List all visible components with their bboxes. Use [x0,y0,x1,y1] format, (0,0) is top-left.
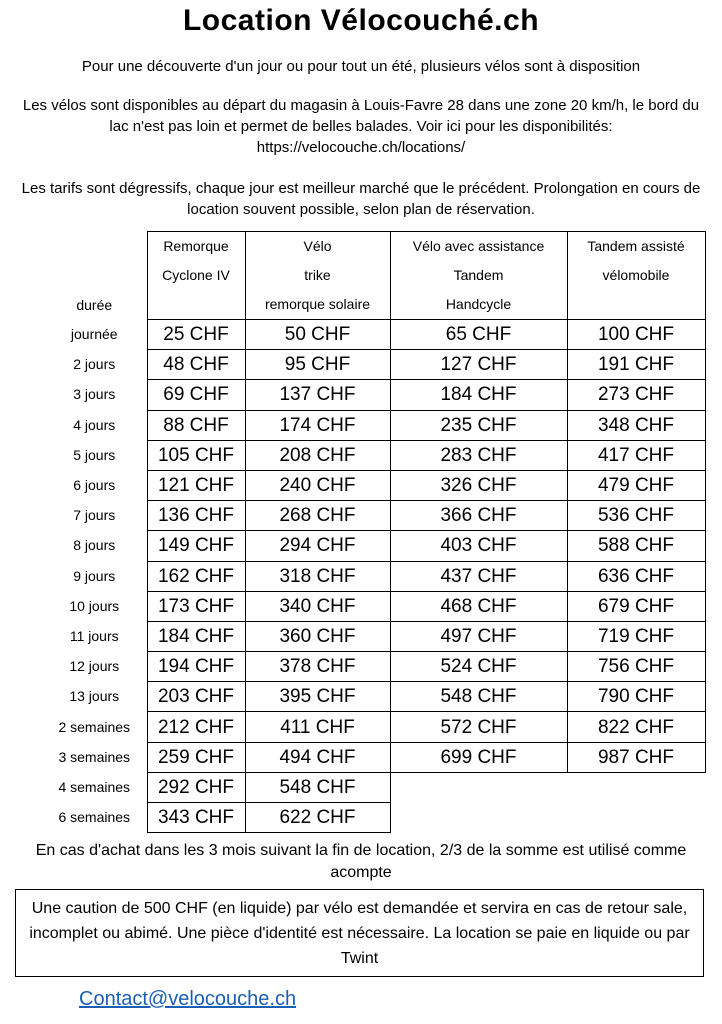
table-row [42,742,705,772]
price-cell: 572 CHF [390,712,567,742]
column-header-line: vélomobile [602,267,670,283]
table-row [42,501,705,531]
price-cell: 756 CHF [567,652,705,682]
price-cell: 240 CHF [245,470,390,500]
price-cell: 212 CHF [147,712,245,742]
price-cell: 149 CHF [147,531,245,561]
availability-text: Les vélos sont disponibles au départ du magasin à Louis-Favre 28 dans une zone 20 km/h, le bord du lac n'est pas loin et permet de belles balades. Voir ici pour les disponibilités: https://velocouche.ch/locations/ [22,97,700,156]
column-header-line: trike [304,267,331,283]
price-cell: 348 CHF [567,410,705,440]
price-cell: 137 CHF [245,380,390,410]
duration-cell: 8 jours [73,537,116,554]
price-cell: 366 CHF [390,501,567,531]
duration-cell: 5 jours [73,446,116,463]
table-row [42,712,705,742]
price-cell: 100 CHF [567,320,705,350]
price-cell: 790 CHF [567,682,705,712]
duration-cell: 10 jours [69,597,120,614]
price-cell: 65 CHF [390,320,567,350]
table-header-row [42,232,705,320]
column-header-line: Remorque [163,238,229,254]
page-title: Location Vélocouché.ch [182,4,540,37]
price-cell: 494 CHF [245,742,390,772]
table-row [42,591,705,621]
price-cell: 194 CHF [147,652,245,682]
table-row [42,803,705,833]
column-header-remorque [147,232,245,320]
price-cell: 468 CHF [390,591,567,621]
column-header-line: Handcycle [445,296,512,312]
price-cell: 235 CHF [390,410,567,440]
price-table [42,231,706,833]
table-row [42,350,705,380]
rates-note: Les tarifs sont dégressifs, chaque jour est meilleur marché que le précédent. Prolongation en cours de location souvent possible, selon plan de réservation. [21,180,701,218]
price-cell: 411 CHF [245,712,390,742]
column-header-line: Tandem [453,267,504,283]
price-cell: 699 CHF [390,742,567,772]
duration-cell: 3 jours [73,386,116,403]
duration-cell: 11 jours [69,627,119,644]
price-cell: 437 CHF [390,561,567,591]
table-row [42,772,705,802]
empty-cell [567,803,705,833]
empty-cell [567,772,705,802]
column-header-line: Tandem assisté [587,238,685,254]
price-cell: 292 CHF [147,772,245,802]
duration-cell: 4 jours [73,416,116,433]
price-cell: 174 CHF [245,410,390,440]
price-cell: 184 CHF [147,621,245,651]
table-row [42,531,705,561]
price-cell: 636 CHF [567,561,705,591]
price-cell: 588 CHF [567,531,705,561]
deposit-box [15,889,704,977]
table-row [42,410,705,440]
duration-header: durée [76,296,113,313]
price-cell: 173 CHF [147,591,245,621]
price-cell: 48 CHF [147,350,245,380]
price-cell: 259 CHF [147,742,245,772]
price-cell: 417 CHF [567,440,705,470]
price-cell: 273 CHF [567,380,705,410]
price-cell: 95 CHF [245,350,390,380]
price-cell: 294 CHF [245,531,390,561]
price-cell: 203 CHF [147,682,245,712]
price-cell: 719 CHF [567,621,705,651]
price-cell: 479 CHF [567,470,705,500]
price-cell: 524 CHF [390,652,567,682]
price-cell: 50 CHF [245,320,390,350]
column-header-tandem-assiste [567,232,705,320]
table-row [42,561,705,591]
price-cell: 69 CHF [147,380,245,410]
price-cell: 548 CHF [390,682,567,712]
empty-cell [390,772,567,802]
table-row [42,652,705,682]
price-cell: 360 CHF [245,621,390,651]
duration-cell: 2 jours [73,356,116,373]
intro-text: Pour une découverte d'un jour ou pour tout un été, plusieurs vélos sont à disposition [81,58,641,75]
duration-cell: 4 semaines [58,778,131,795]
table-row [42,621,705,651]
table-row [42,380,705,410]
table-row [42,320,705,350]
price-cell: 548 CHF [245,772,390,802]
price-cell: 127 CHF [390,350,567,380]
duration-cell: journée [70,326,118,343]
price-cell: 208 CHF [245,440,390,470]
duration-cell: 7 jours [73,507,116,524]
column-header-line: Vélo [303,238,332,254]
column-header-assistance [390,232,567,320]
price-cell: 121 CHF [147,470,245,500]
price-cell: 679 CHF [567,591,705,621]
price-cell: 536 CHF [567,501,705,531]
price-cell: 378 CHF [245,652,390,682]
price-cell: 191 CHF [567,350,705,380]
table-row [42,470,705,500]
duration-cell: 12 jours [69,658,120,675]
duration-cell: 6 semaines [58,809,131,826]
duration-cell: 13 jours [69,688,120,705]
table-row [42,682,705,712]
column-header-velo [245,232,390,320]
price-cell: 105 CHF [147,440,245,470]
column-header-line: Vélo avec assistance [412,238,545,254]
column-header-line: remorque solaire [264,296,371,312]
price-cell: 987 CHF [567,742,705,772]
price-cell: 268 CHF [245,501,390,531]
duration-cell: 2 semaines [58,718,131,735]
price-cell: 403 CHF [390,531,567,561]
column-header-line: Cyclone IV [162,267,230,283]
table-row [42,440,705,470]
price-cell: 395 CHF [245,682,390,712]
duration-cell: 6 jours [73,477,116,494]
price-cell: 340 CHF [245,591,390,621]
empty-cell [390,803,567,833]
price-cell: 184 CHF [390,380,567,410]
price-cell: 88 CHF [147,410,245,440]
price-cell: 283 CHF [390,440,567,470]
price-cell: 622 CHF [245,803,390,833]
price-cell: 162 CHF [147,561,245,591]
price-table-body [42,320,705,833]
price-cell: 318 CHF [245,561,390,591]
price-cell: 136 CHF [147,501,245,531]
contact-link[interactable]: Contact@velocouche.ch [79,988,297,1010]
duration-cell: 3 semaines [58,748,131,765]
price-cell: 326 CHF [390,470,567,500]
purchase-note: En cas d'achat dans les 3 mois suivant la fin de location, 2/3 de la somme est utilisé comme acompte [35,842,687,881]
price-cell: 497 CHF [390,621,567,651]
price-cell: 822 CHF [567,712,705,742]
price-cell: 343 CHF [147,803,245,833]
deposit-note: Une caution de 500 CHF (en liquide) par vélo est demandée et servira en cas de retour sale, incomplet ou abimé. Une pièce d'identité est nécessaire. La location se paie en liquide ou par Twint [29,900,690,967]
price-cell: 25 CHF [147,320,245,350]
duration-cell: 9 jours [73,567,116,584]
